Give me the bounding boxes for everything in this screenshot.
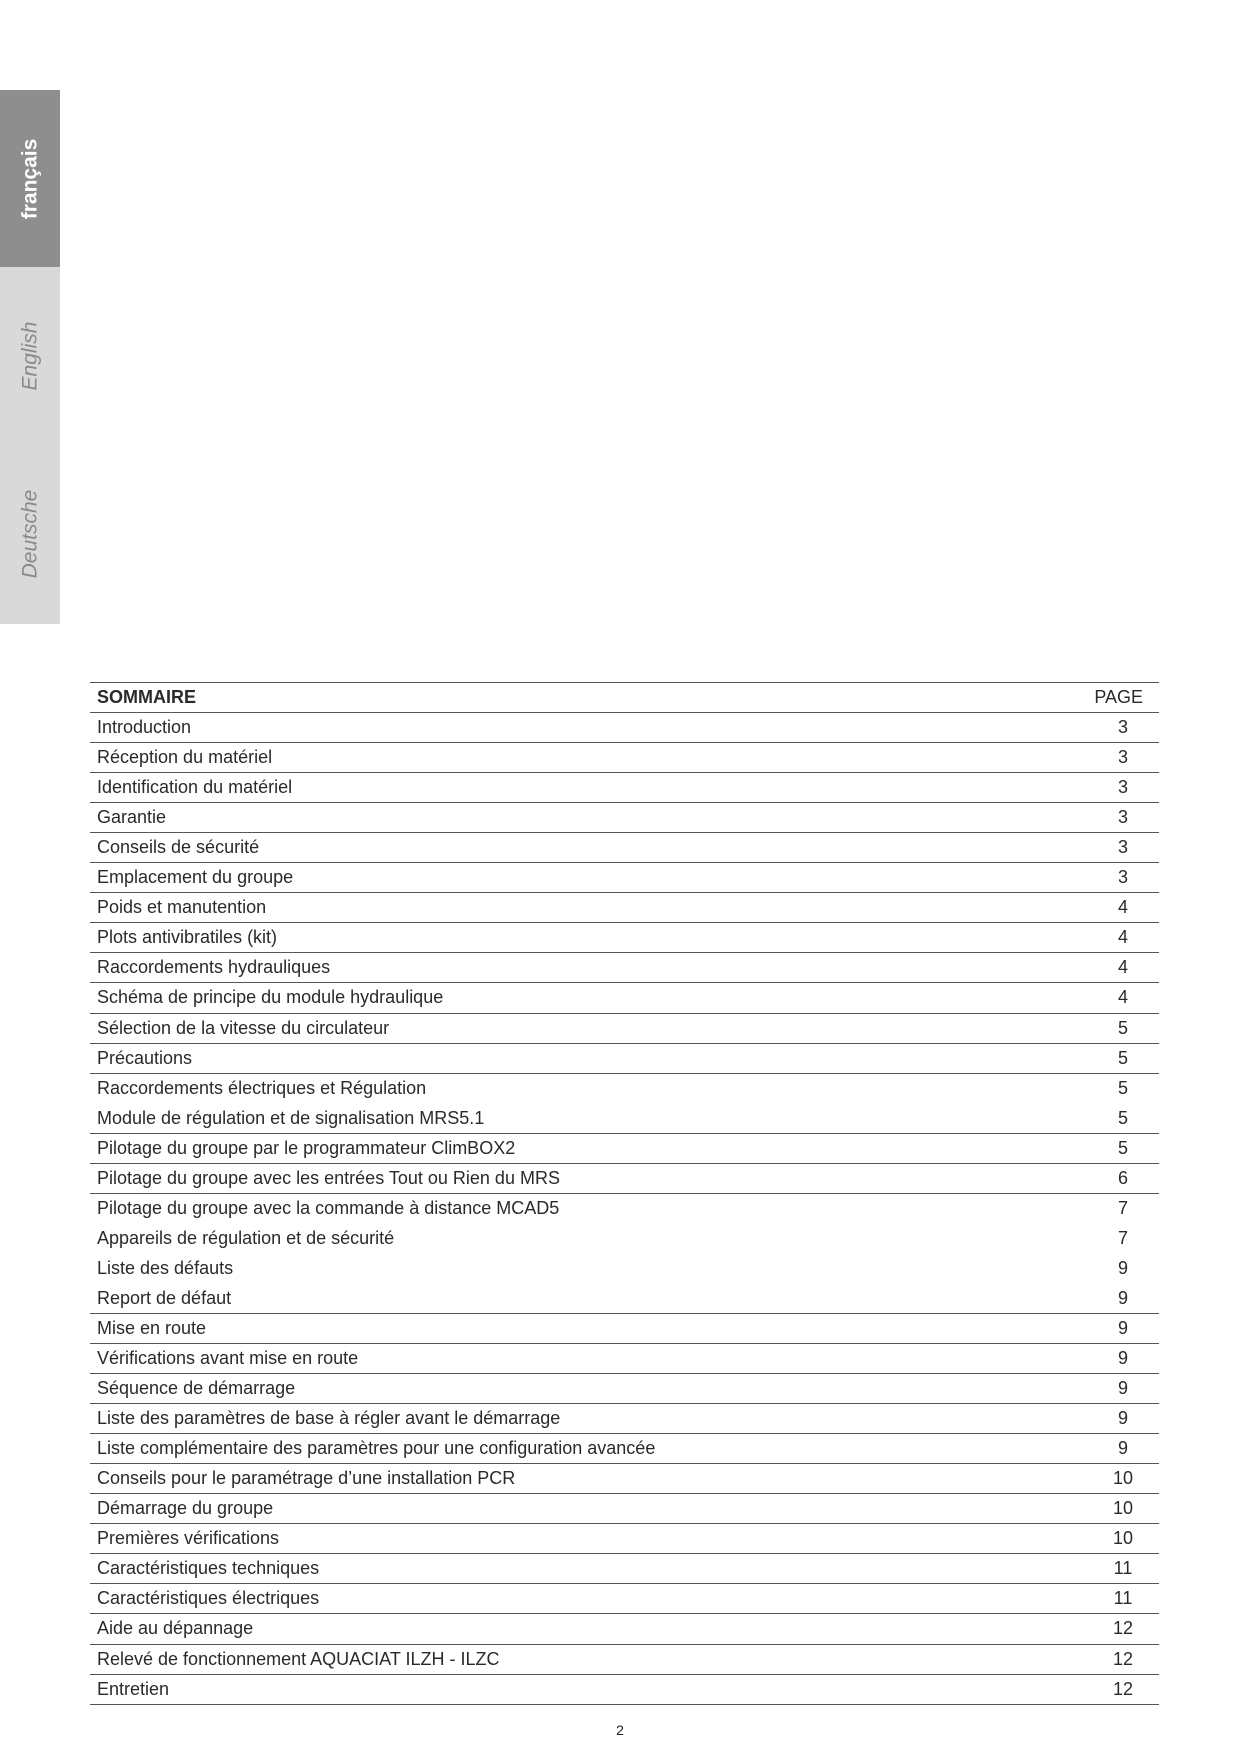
- toc-entry-label: Liste des défauts: [97, 1258, 234, 1279]
- toc-entry[interactable]: [90, 1134, 1159, 1164]
- toc-entry[interactable]: [90, 833, 1159, 863]
- toc-entry-page: 4: [1117, 927, 1128, 948]
- toc-entry-page: 9: [1117, 1258, 1128, 1279]
- toc-entry[interactable]: [90, 1044, 1159, 1074]
- toc-entry-label: Conseils de sécurité: [97, 837, 260, 858]
- toc-entry[interactable]: [90, 1254, 1159, 1284]
- table-of-contents: [90, 682, 1159, 1705]
- toc-entry[interactable]: [90, 773, 1159, 803]
- toc-entry-page: 7: [1117, 1228, 1128, 1249]
- toc-entry[interactable]: [90, 1074, 1159, 1104]
- page-number: 2: [616, 1722, 624, 1738]
- toc-entry[interactable]: [90, 1614, 1159, 1644]
- toc-header-row: [90, 683, 1159, 713]
- toc-entry[interactable]: [90, 1284, 1159, 1314]
- toc-entry[interactable]: [90, 1014, 1159, 1044]
- toc-entry-label: Raccordements hydrauliques: [97, 957, 331, 978]
- toc-entry-label: Sélection de la vitesse du circulateur: [97, 1017, 390, 1038]
- toc-entry[interactable]: [90, 1374, 1159, 1404]
- toc-entry-page: 3: [1117, 717, 1128, 738]
- toc-entry-page: 9: [1117, 1348, 1128, 1369]
- toc-entry-label: Liste complémentaire des paramètres pour une configuration avancée: [97, 1438, 656, 1459]
- toc-entry-page: 12: [1112, 1618, 1134, 1639]
- toc-entry-page: 9: [1117, 1318, 1128, 1338]
- toc-entry-label: Garantie: [97, 807, 167, 828]
- toc-entry-label: Réception du matériel: [97, 747, 273, 768]
- toc-entry[interactable]: [90, 1645, 1159, 1675]
- language-tab-label: français: [18, 138, 42, 219]
- toc-entry-page: 5: [1117, 1107, 1128, 1128]
- toc-entry-page: 12: [1112, 1648, 1134, 1669]
- language-tab-deutsche[interactable]: [0, 444, 60, 624]
- toc-entry-page: 5: [1117, 1047, 1128, 1068]
- toc-entry-page: 9: [1117, 1287, 1128, 1308]
- toc-entry-label: Report de défaut: [97, 1287, 232, 1308]
- toc-entry-label: Pilotage du groupe avec la commande à distance MCAD5: [97, 1198, 560, 1219]
- toc-entry-page: 5: [1117, 1137, 1128, 1158]
- toc-entry[interactable]: [90, 893, 1159, 923]
- toc-entry-label: Précautions: [97, 1047, 193, 1068]
- toc-entry[interactable]: [90, 713, 1159, 743]
- toc-entry-page: 3: [1117, 777, 1128, 798]
- toc-entry-page: 4: [1117, 897, 1128, 918]
- toc-entry-page: 12: [1112, 1678, 1134, 1699]
- toc-entry-page: 10: [1112, 1528, 1134, 1549]
- toc-entry-label: Emplacement du groupe: [97, 867, 294, 888]
- toc-entry-page: 6: [1117, 1167, 1128, 1188]
- toc-entry-label: Premières vérifications: [97, 1528, 280, 1549]
- toc-entry-page: 3: [1117, 747, 1128, 768]
- toc-entry-page: 3: [1117, 837, 1128, 858]
- toc-entry-page: 11: [1113, 1588, 1133, 1609]
- toc-entry-label: Pilotage du groupe par le programmateur ClimBOX2: [97, 1137, 516, 1158]
- language-tab-label: Deutsche: [18, 489, 41, 579]
- toc-entry[interactable]: [90, 1494, 1159, 1524]
- toc-entry[interactable]: [90, 1584, 1159, 1614]
- toc-entry[interactable]: [90, 863, 1159, 893]
- toc-entry-label: Introduction: [97, 717, 192, 738]
- toc-entry[interactable]: [90, 1404, 1159, 1434]
- toc-entry[interactable]: [90, 1464, 1159, 1494]
- toc-entry-page: 9: [1117, 1378, 1128, 1399]
- toc-entry-label: Module de régulation et de signalisation MRS5.1: [97, 1107, 485, 1128]
- toc-entry[interactable]: [90, 1344, 1159, 1374]
- language-tab-english[interactable]: [0, 267, 60, 444]
- toc-entry-page: 4: [1117, 987, 1128, 1008]
- toc-page-header: PAGE: [1094, 687, 1143, 708]
- toc-entry-label: Raccordements électriques et Régulation: [97, 1078, 427, 1099]
- toc-entry-label: Démarrage du groupe: [97, 1498, 274, 1519]
- toc-entry[interactable]: [90, 743, 1159, 773]
- toc-entry-page: 3: [1117, 867, 1128, 888]
- toc-entry-label: Entretien: [97, 1678, 170, 1699]
- toc-entry-page: 5: [1117, 1017, 1128, 1038]
- toc-entry-label: Aide au dépannage: [97, 1618, 254, 1639]
- toc-entry-label: Mise en route: [97, 1318, 207, 1338]
- toc-entry[interactable]: [90, 1524, 1159, 1554]
- toc-entry-label: Liste des paramètres de base à régler avant le démarrage: [97, 1408, 561, 1429]
- toc-entry[interactable]: [90, 1314, 1159, 1344]
- toc-entry-page: 11: [1113, 1558, 1133, 1579]
- toc-entry-label: Schéma de principe du module hydraulique: [97, 987, 444, 1008]
- toc-entry-label: Pilotage du groupe avec les entrées Tout ou Rien du MRS: [97, 1167, 560, 1188]
- toc-entry-label: Vérifications avant mise en route: [97, 1348, 359, 1369]
- toc-entry[interactable]: [90, 1194, 1159, 1224]
- toc-entry-label: Caractéristiques électriques: [97, 1588, 320, 1609]
- toc-entry[interactable]: [90, 803, 1159, 833]
- toc-entry-label: Poids et manutention: [97, 897, 267, 918]
- toc-entry-page: 3: [1117, 807, 1128, 828]
- toc-entry-page: 10: [1112, 1468, 1134, 1489]
- toc-entry-page: 9: [1117, 1438, 1128, 1459]
- toc-entry-page: 4: [1117, 957, 1128, 978]
- toc-entry-label: Appareils de régulation et de sécurité: [97, 1228, 395, 1249]
- toc-entry[interactable]: [90, 923, 1159, 953]
- toc-entry[interactable]: [90, 953, 1159, 983]
- language-tab-francais[interactable]: [0, 90, 60, 267]
- language-tab-label: English: [18, 321, 42, 390]
- toc-entry-label: Caractéristiques techniques: [97, 1558, 320, 1579]
- toc-entry-label: Séquence de démarrage: [97, 1378, 296, 1399]
- toc-entry[interactable]: [90, 1224, 1159, 1254]
- toc-entry[interactable]: [90, 1554, 1159, 1584]
- toc-entry[interactable]: [90, 983, 1159, 1013]
- toc-title: SOMMAIRE: [97, 687, 196, 708]
- toc-entry[interactable]: [90, 1104, 1159, 1134]
- toc-entry-label: Identification du matériel: [97, 777, 293, 798]
- toc-entry[interactable]: [90, 1675, 1159, 1705]
- toc-entry[interactable]: [90, 1434, 1159, 1464]
- toc-entry-label: Plots antivibratiles (kit): [97, 927, 278, 948]
- toc-entry-label: Conseils pour le paramétrage d’une installation PCR: [97, 1468, 516, 1489]
- toc-entry-label: Relevé de fonctionnement AQUACIAT ILZH - ILZC: [97, 1648, 500, 1669]
- toc-entry-page: 7: [1117, 1198, 1128, 1219]
- toc-entry-page: 5: [1117, 1078, 1128, 1099]
- toc-entry-page: 9: [1117, 1408, 1128, 1429]
- toc-entry-page: 10: [1112, 1498, 1134, 1519]
- toc-entry[interactable]: [90, 1164, 1159, 1194]
